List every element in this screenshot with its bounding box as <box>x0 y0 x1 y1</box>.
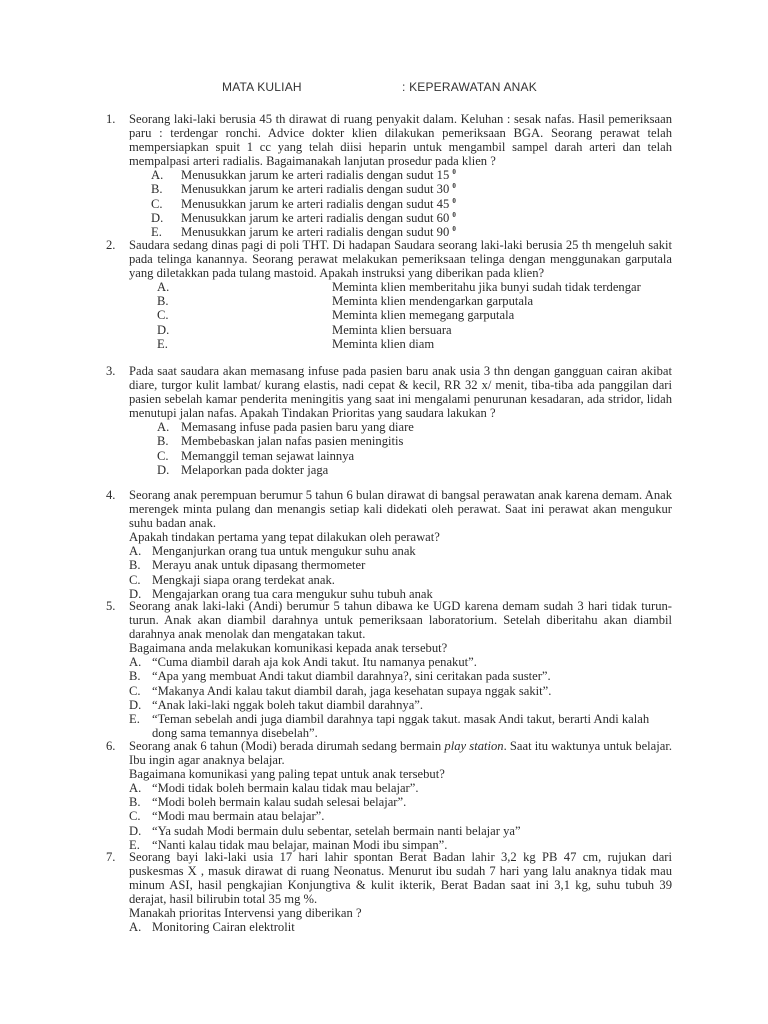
option-label: A. <box>157 280 170 295</box>
option-label: A. <box>129 544 142 559</box>
option-label: D. <box>157 322 170 337</box>
option-label: B. <box>129 558 141 573</box>
option-label: D. <box>129 697 142 712</box>
option-label: D. <box>129 586 142 601</box>
option-label: E. <box>151 224 162 239</box>
option-text: Merayu anak untuk dipasang thermometer <box>152 558 366 573</box>
question-stem: Seorang anak perempuan berumur 5 tahun 6 bulan dirawat di bangsal perawatan anak karena demam. Anak merengek minta pulang dan menangis setiap kali didekati oleh perawat. Saat ini perawat akan mengukur suhu badan anak. <box>129 488 672 531</box>
option <box>106 809 672 823</box>
option <box>106 197 672 211</box>
option-list <box>106 544 672 600</box>
option-label: B. <box>151 182 163 197</box>
question-number: 2. <box>106 238 116 252</box>
question-number: 3. <box>106 364 116 378</box>
option-label: C. <box>157 308 169 323</box>
option-label: B. <box>157 294 169 309</box>
question-number: 1. <box>106 112 116 126</box>
option-label: D. <box>129 823 142 838</box>
option <box>106 280 672 294</box>
question-number: 6. <box>106 739 116 753</box>
option <box>106 182 672 196</box>
question-2 <box>106 238 672 351</box>
question-number: 4. <box>106 488 116 502</box>
option-text: Memanggil teman sejawat lainnya <box>181 448 355 463</box>
degree-mark: 0 <box>452 210 456 219</box>
option-text: Monitoring Cairan elektrolit <box>152 920 295 935</box>
option-text: “Modi mau bermain atau belajar”. <box>152 809 325 824</box>
degree-mark: 0 <box>452 182 456 191</box>
question-prompt: Bagaimana komunikasi yang paling tepat untuk anak tersebut? <box>129 767 445 782</box>
option-list <box>106 168 672 238</box>
option-label: B. <box>129 795 141 810</box>
question-number: 7. <box>106 850 116 864</box>
option <box>106 323 672 337</box>
option-text: “Ya sudah Modi bermain dulu sebentar, setelah bermain nanti belajar ya” <box>152 823 521 838</box>
option-text: Menusukkan jarum ke arteri radialis dengan sudut 45 $^0$ <box>181 196 456 211</box>
degree-mark: 0 <box>452 224 456 233</box>
option <box>106 655 672 669</box>
option-text: Meminta klien bersuara <box>332 322 452 337</box>
option <box>106 712 672 740</box>
question-5 <box>106 599 672 740</box>
option-text: Membebaskan jalan nafas pasien meningitis <box>181 434 404 449</box>
option <box>106 781 672 795</box>
option <box>106 294 672 308</box>
option-label: C. <box>129 809 141 824</box>
option-label: C. <box>157 448 169 463</box>
option <box>106 795 672 809</box>
question-stem: Pada saat saudara akan memasang infuse pada pasien baru anak usia 3 thn dengan gangguan cairan akibat diare, turgor kulit lambat/ kurang elastis, nadi cepat & kecil, RR 32 x/ menit, tiba-tiba ada panggilan dari pasien sebelah kamar penderita meningitis yang saat ini mengalami penurunan kesadaran, ada stridor, lidah menutupi jalan nafas. Apakah Tindakan Prioritas yang saudara lakukan ? <box>129 364 672 421</box>
option-label: A. <box>129 781 142 796</box>
option-list <box>106 420 672 476</box>
option-list <box>106 655 672 740</box>
option-label: C. <box>129 572 141 587</box>
option <box>106 434 672 448</box>
option-text: Meminta klien diam <box>332 336 435 351</box>
option-label: A. <box>151 168 164 183</box>
option <box>106 558 672 572</box>
question-stem: Seorang bayi laki-laki usia 17 hari lahir spontan Berat Badan lahir 3,2 kg PB 47 cm, rujukan dari puskesmas X , masuk dirawat di ruang Neonatus. Menurut ibu sudah 7 hari yang lalu anaknya tidak mau minum ASI, hasil pengkajian Konjungtiva & kulit ikterik, Berat Badan saat ini 3,1 kg, suhu tubuh 39 derajat, hasil bilirubin total 35 mg %. <box>129 850 672 907</box>
option <box>106 544 672 558</box>
option-list <box>106 781 672 851</box>
option-label: A. <box>157 420 170 435</box>
option-text: Mengajarkan orang tua cara mengukur suhu tubuh anak <box>152 586 433 601</box>
option <box>106 420 672 434</box>
option-text: Meminta klien memberitahu jika bunyi sudah tidak terdengar <box>332 280 641 295</box>
option-text: “Anak laki-laki nggak boleh takut diambil darahnya”. <box>152 697 424 712</box>
option-text: Menusukkan jarum ke arteri radialis dengan sudut 60 $^0$ <box>181 210 456 225</box>
question-prompt: Bagaimana anda melakukan komunikasi kepada anak tersebut? <box>129 641 448 656</box>
option-label: C. <box>129 683 141 698</box>
option-list <box>106 920 672 934</box>
option-list <box>106 280 672 350</box>
option <box>106 669 672 683</box>
question-6 <box>106 739 672 852</box>
option <box>106 449 672 463</box>
question-3 <box>106 364 672 477</box>
option-text: Menusukkan jarum ke arteri radialis dengan sudut 30 $^0$ <box>181 182 456 197</box>
option-text: Memasang infuse pada pasien baru yang diare <box>181 420 414 435</box>
option-text: “Modi tidak boleh bermain kalau tidak mau belajar”. <box>152 781 419 796</box>
option-text: Menganjurkan orang tua untuk mengukur suhu anak <box>152 544 416 559</box>
question-stem: Seorang anak 6 tahun (Modi) berada dirumah sedang bermain play station. Saat itu waktunya untuk belajar. Ibu ingin agar anaknya belajar. <box>129 739 672 768</box>
course-label: MATA KULIAH <box>222 80 302 94</box>
option-text: Menusukkan jarum ke arteri radialis dengan sudut 15 $^0$ <box>181 168 456 183</box>
question-stem: Saudara sedang dinas pagi di poli THT. Di hadapan Saudara seorang laki-laki berusia 25 th mengeluh sakit pada telinga kanannya. Seorang perawat melakukan pemeriksaan telinga dengan menggunakan garputala yang diletakkan pada tulang mastoid. Apakah instruksi yang diberikan pada klien? <box>129 238 672 281</box>
option-label: E. <box>157 336 168 351</box>
option <box>106 920 672 934</box>
option-label: B. <box>129 669 141 684</box>
italic-term: play station <box>444 739 504 753</box>
option-label: E. <box>129 711 140 726</box>
question-4 <box>106 488 672 601</box>
question-1 <box>106 112 672 239</box>
option-text: “Apa yang membuat Andi takut diambil darahnya?, sini ceritakan pada suster”. <box>152 669 551 684</box>
option <box>106 337 672 351</box>
option <box>106 168 672 182</box>
option <box>106 684 672 698</box>
option <box>106 824 672 838</box>
option-label: E. <box>129 837 140 852</box>
option-text: “Makanya Andi kalau takut diambil darah, jaga kesehatan supaya nggak sakit”. <box>152 683 552 698</box>
option-label: C. <box>151 196 163 211</box>
option-text: “Teman sebelah andi juga diambil darahnya tapi nggak takut. masak Andi takut, berarti Andi kalah dong sama temannya disebelah”. <box>152 711 650 740</box>
question-prompt: Apakah tindakan pertama yang tepat dilakukan oleh perawat? <box>129 530 440 545</box>
option <box>106 225 672 239</box>
option <box>106 463 672 477</box>
option-label: B. <box>157 434 169 449</box>
option-text: Mengkaji siapa orang terdekat anak. <box>152 572 335 587</box>
option-text: “Modi boleh bermain kalau sudah selesai belajar”. <box>152 795 407 810</box>
option <box>106 308 672 322</box>
option <box>106 211 672 225</box>
question-7 <box>106 850 672 935</box>
option-label: D. <box>157 462 170 477</box>
option-text: “Nanti kalau tidak mau belajar, mainan Modi ibu simpan”. <box>152 837 448 852</box>
option-text: Melaporkan pada dokter jaga <box>181 462 329 477</box>
option-text: Meminta klien memegang garputala <box>332 308 515 323</box>
question-stem: Seorang laki-laki berusia 45 th dirawat di ruang penyakit dalam. Keluhan : sesak nafas. Hasil pemeriksaan paru : terdengar ronchi. Advice dokter klien dilakukan pemeriksaan BGA. Seorang perawat telah mempersiapkan spuit 1 cc yang telah diisi heparin untuk mengambil sampel darah arteri dan telah mempalpasi arteri radialis. Bagaimanakah lanjutan prosedur pada klien ? <box>129 112 672 169</box>
degree-mark: 0 <box>452 168 456 177</box>
course-value: : KEPERAWATAN ANAK <box>402 80 537 94</box>
option-text: “Cuma diambil darah aja kok Andi takut. Itu namanya penakut”. <box>152 655 477 670</box>
option-text: Menusukkan jarum ke arteri radialis dengan sudut 90 $^0$ <box>181 224 456 239</box>
option-label: D. <box>151 210 164 225</box>
option <box>106 573 672 587</box>
option-label: A. <box>129 655 142 670</box>
option-label: A. <box>129 920 142 935</box>
question-prompt: Manakah prioritas Intervensi yang diberikan ? <box>129 906 362 921</box>
degree-mark: 0 <box>452 196 456 205</box>
option-text: Meminta klien mendengarkan garputala <box>332 294 534 309</box>
question-number: 5. <box>106 599 116 613</box>
option <box>106 698 672 712</box>
question-stem: Seorang anak laki-laki (Andi) berumur 5 tahun dibawa ke UGD karena demam sudah 3 hari tidak turun-turun. Anak akan diambil darahnya untuk pemeriksaan laboratorium. Setelah diberitahu akan diambil darahnya anak menolak dan mengatakan takut. <box>129 599 672 642</box>
